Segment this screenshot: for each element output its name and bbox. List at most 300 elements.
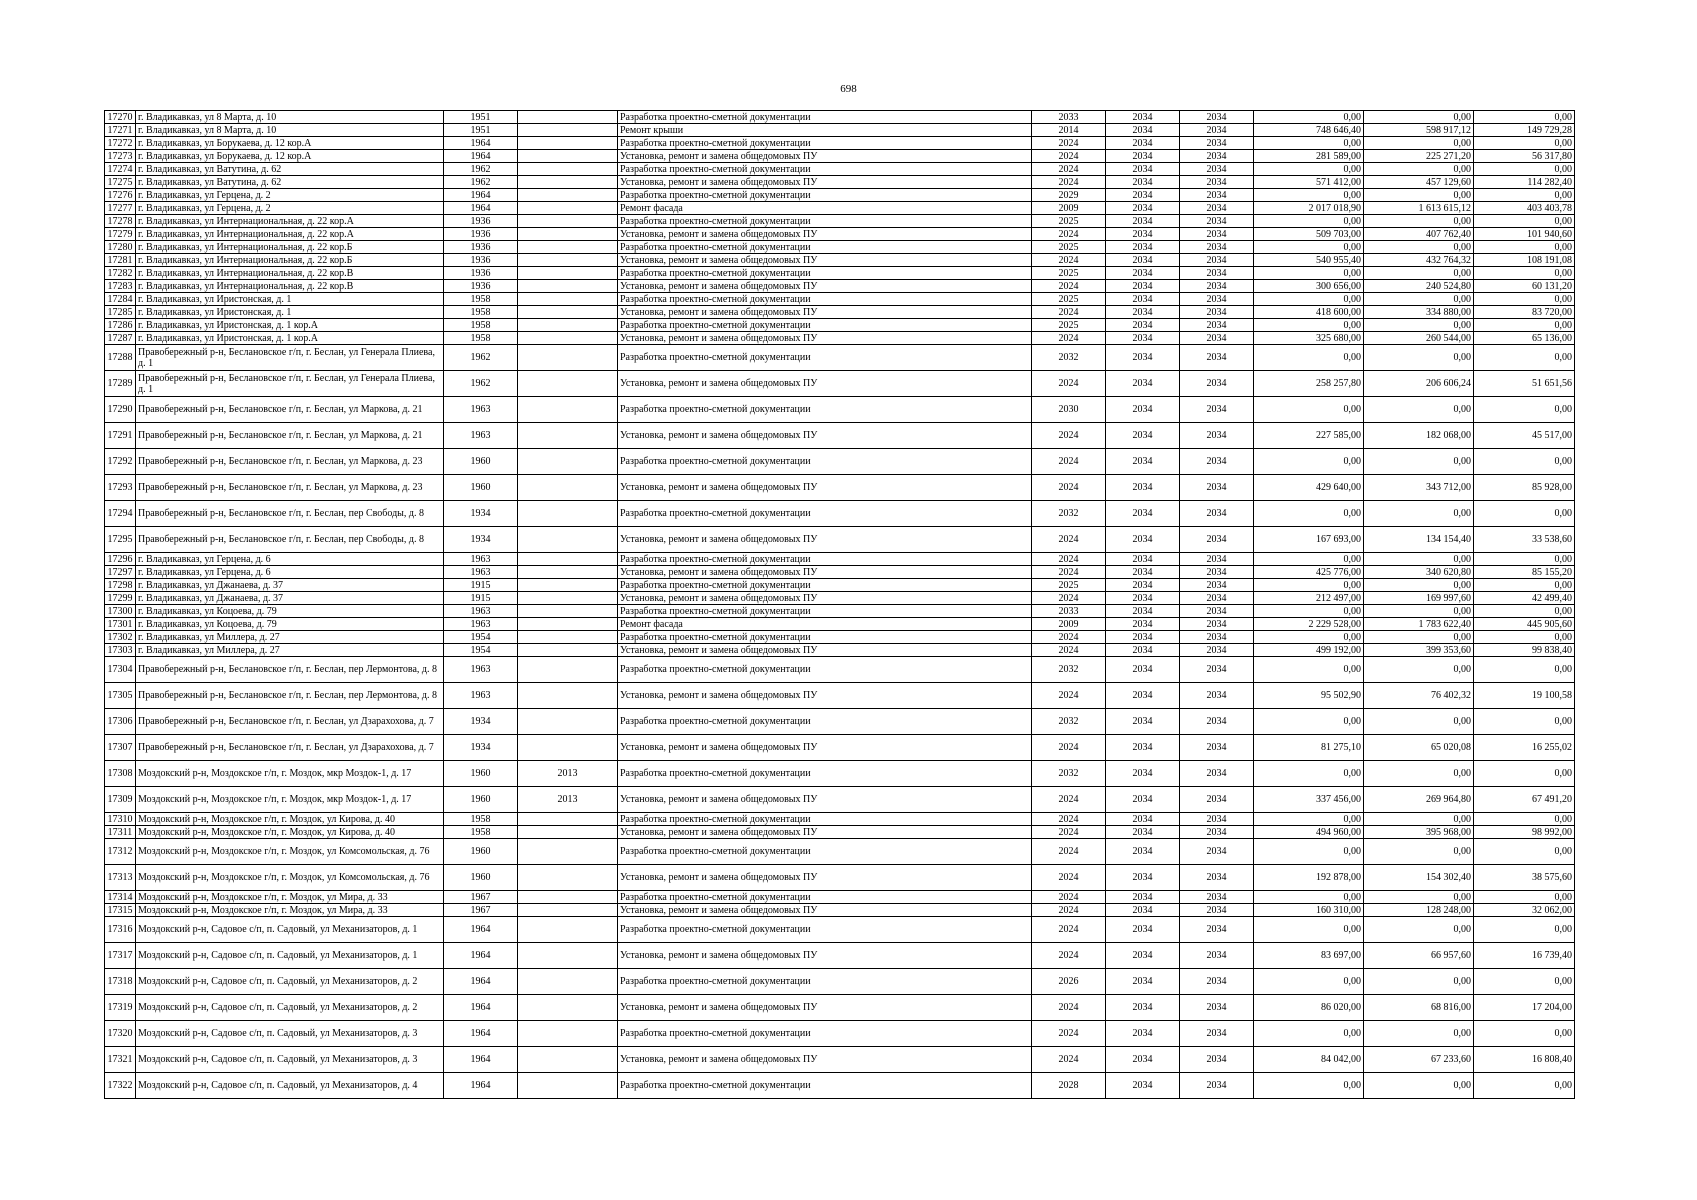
cell-row-number: 17299 (105, 592, 136, 605)
cell-work-type: Разработка проектно-сметной документации (618, 215, 1032, 228)
cell-reconstruction-year (518, 345, 618, 371)
cell-year-1: 2029 (1032, 189, 1106, 202)
cell-row-number: 17288 (105, 345, 136, 371)
cell-cost-part-2: 0,00 (1474, 579, 1575, 592)
cell-cost-part-1: 598 917,12 (1364, 124, 1474, 137)
cell-reconstruction-year (518, 683, 618, 709)
cell-build-year: 1963 (444, 605, 518, 618)
cell-year-3: 2034 (1180, 943, 1254, 969)
cell-row-number: 17282 (105, 267, 136, 280)
cell-build-year: 1967 (444, 891, 518, 904)
cell-address: г. Владикавказ, ул Миллера, д. 27 (136, 644, 444, 657)
cell-year-2: 2034 (1106, 865, 1180, 891)
cell-row-number: 17293 (105, 475, 136, 501)
cell-year-1: 2032 (1032, 761, 1106, 787)
table-row (105, 969, 1575, 995)
cell-year-1: 2032 (1032, 657, 1106, 683)
cell-cost-part-1: 260 544,00 (1364, 332, 1474, 345)
cell-work-type: Разработка проектно-сметной документации (618, 709, 1032, 735)
cell-total-cost: 0,00 (1254, 1021, 1364, 1047)
cell-work-type: Установка, ремонт и замена общедомовых ПУ (618, 995, 1032, 1021)
cell-cost-part-1: 0,00 (1364, 657, 1474, 683)
cell-build-year: 1963 (444, 423, 518, 449)
cell-cost-part-1: 343 712,00 (1364, 475, 1474, 501)
cell-year-3: 2034 (1180, 501, 1254, 527)
cell-cost-part-1: 0,00 (1364, 215, 1474, 228)
cell-cost-part-2: 42 499,40 (1474, 592, 1575, 605)
cell-year-1: 2024 (1032, 592, 1106, 605)
cell-row-number: 17272 (105, 137, 136, 150)
cell-reconstruction-year (518, 267, 618, 280)
cell-year-2: 2034 (1106, 891, 1180, 904)
cell-row-number: 17305 (105, 683, 136, 709)
table-row (105, 943, 1575, 969)
cell-cost-part-1: 0,00 (1364, 969, 1474, 995)
cell-reconstruction-year (518, 163, 618, 176)
cell-work-type: Установка, ремонт и замена общедомовых ПУ (618, 423, 1032, 449)
cell-year-3: 2034 (1180, 332, 1254, 345)
cell-address: г. Владикавказ, ул Джанаева, д. 37 (136, 579, 444, 592)
cell-cost-part-1: 134 154,40 (1364, 527, 1474, 553)
cell-cost-part-2: 83 720,00 (1474, 306, 1575, 319)
cell-address: Моздокский р-н, Садовое с/п, п. Садовый, ул Механизаторов, д. 4 (136, 1073, 444, 1099)
cell-work-type: Разработка проектно-сметной документации (618, 657, 1032, 683)
cell-year-3: 2034 (1180, 267, 1254, 280)
cell-year-1: 2024 (1032, 332, 1106, 345)
table-row (105, 839, 1575, 865)
cell-year-2: 2034 (1106, 605, 1180, 618)
cell-year-3: 2034 (1180, 124, 1254, 137)
cell-cost-part-2: 0,00 (1474, 345, 1575, 371)
cell-cost-part-1: 0,00 (1364, 189, 1474, 202)
cell-build-year: 1934 (444, 709, 518, 735)
cell-work-type: Установка, ремонт и замена общедомовых ПУ (618, 150, 1032, 163)
cell-year-3: 2034 (1180, 423, 1254, 449)
cell-work-type: Разработка проектно-сметной документации (618, 111, 1032, 124)
cell-row-number: 17301 (105, 618, 136, 631)
cell-year-2: 2034 (1106, 202, 1180, 215)
cell-year-3: 2034 (1180, 293, 1254, 306)
cell-cost-part-2: 0,00 (1474, 891, 1575, 904)
table-row (105, 163, 1575, 176)
cell-cost-part-2: 60 131,20 (1474, 280, 1575, 293)
cell-build-year: 1964 (444, 995, 518, 1021)
cell-address: Моздокский р-н, Садовое с/п, п. Садовый, ул Механизаторов, д. 1 (136, 943, 444, 969)
cell-work-type: Разработка проектно-сметной документации (618, 241, 1032, 254)
cell-row-number: 17308 (105, 761, 136, 787)
cell-year-1: 2024 (1032, 228, 1106, 241)
cell-address: г. Владикавказ, ул Интернациональная, д. 22 кор.А (136, 215, 444, 228)
cell-work-type: Установка, ремонт и замена общедомовых ПУ (618, 176, 1032, 189)
cell-total-cost: 418 600,00 (1254, 306, 1364, 319)
cell-address: Правобережный р-н, Беслановское г/п, г. Беслан, ул Маркова, д. 21 (136, 397, 444, 423)
cell-address: г. Владикавказ, ул Интернациональная, д. 22 кор.Б (136, 254, 444, 267)
cell-year-3: 2034 (1180, 579, 1254, 592)
cell-address: Моздокский р-н, Садовое с/п, п. Садовый, ул Механизаторов, д. 3 (136, 1047, 444, 1073)
cell-cost-part-1: 395 968,00 (1364, 826, 1474, 839)
cell-year-1: 2024 (1032, 865, 1106, 891)
cell-address: г. Владикавказ, ул Интернациональная, д. 22 кор.Б (136, 241, 444, 254)
cell-cost-part-2: 0,00 (1474, 241, 1575, 254)
cell-reconstruction-year (518, 332, 618, 345)
cell-row-number: 17304 (105, 657, 136, 683)
cell-year-2: 2034 (1106, 254, 1180, 267)
cell-build-year: 1934 (444, 527, 518, 553)
cell-row-number: 17316 (105, 917, 136, 943)
cell-work-type: Установка, ремонт и замена общедомовых ПУ (618, 735, 1032, 761)
cell-year-1: 2033 (1032, 605, 1106, 618)
cell-row-number: 17290 (105, 397, 136, 423)
cell-year-1: 2024 (1032, 917, 1106, 943)
cell-work-type: Разработка проектно-сметной документации (618, 345, 1032, 371)
cell-cost-part-2: 56 317,80 (1474, 150, 1575, 163)
cell-cost-part-1: 0,00 (1364, 709, 1474, 735)
cell-reconstruction-year (518, 826, 618, 839)
cell-year-1: 2024 (1032, 371, 1106, 397)
cell-row-number: 17313 (105, 865, 136, 891)
cell-year-3: 2034 (1180, 397, 1254, 423)
cell-build-year: 1964 (444, 917, 518, 943)
table-row (105, 553, 1575, 566)
cell-reconstruction-year (518, 319, 618, 332)
cell-row-number: 17287 (105, 332, 136, 345)
cell-address: г. Владикавказ, ул Джанаева, д. 37 (136, 592, 444, 605)
cell-cost-part-2: 16 808,40 (1474, 1047, 1575, 1073)
cell-address: г. Владикавказ, ул Иристонская, д. 1 кор.А (136, 319, 444, 332)
cell-cost-part-1: 0,00 (1364, 891, 1474, 904)
cell-cost-part-1: 0,00 (1364, 917, 1474, 943)
cell-cost-part-2: 16 255,02 (1474, 735, 1575, 761)
cell-total-cost: 95 502,90 (1254, 683, 1364, 709)
cell-build-year: 1964 (444, 1047, 518, 1073)
cell-cost-part-2: 101 940,60 (1474, 228, 1575, 241)
cell-work-type: Установка, ремонт и замена общедомовых ПУ (618, 254, 1032, 267)
cell-total-cost: 160 310,00 (1254, 904, 1364, 917)
cell-work-type: Разработка проектно-сметной документации (618, 839, 1032, 865)
cell-build-year: 1960 (444, 449, 518, 475)
cell-year-3: 2034 (1180, 995, 1254, 1021)
cell-year-2: 2034 (1106, 969, 1180, 995)
cell-cost-part-1: 0,00 (1364, 163, 1474, 176)
cell-build-year: 1964 (444, 943, 518, 969)
cell-cost-part-1: 340 620,80 (1364, 566, 1474, 579)
cell-address: Правобережный р-н, Беслановское г/п, г. Беслан, ул Дзарахохова, д. 7 (136, 709, 444, 735)
cell-year-3: 2034 (1180, 904, 1254, 917)
cell-cost-part-2: 0,00 (1474, 163, 1575, 176)
cell-total-cost: 227 585,00 (1254, 423, 1364, 449)
cell-reconstruction-year (518, 735, 618, 761)
cell-cost-part-1: 0,00 (1364, 605, 1474, 618)
cell-reconstruction-year (518, 397, 618, 423)
cell-reconstruction-year (518, 579, 618, 592)
cell-year-2: 2034 (1106, 839, 1180, 865)
cell-cost-part-2: 445 905,60 (1474, 618, 1575, 631)
cell-year-2: 2034 (1106, 826, 1180, 839)
table-row (105, 826, 1575, 839)
cell-total-cost: 2 017 018,90 (1254, 202, 1364, 215)
cell-cost-part-1: 407 762,40 (1364, 228, 1474, 241)
cell-row-number: 17277 (105, 202, 136, 215)
table-row (105, 111, 1575, 124)
cell-total-cost: 0,00 (1254, 1073, 1364, 1099)
table-row (105, 592, 1575, 605)
cell-reconstruction-year (518, 423, 618, 449)
cell-address: Правобережный р-н, Беслановское г/п, г. Беслан, ул Генерала Плиева, д. 1 (136, 371, 444, 397)
cell-year-3: 2034 (1180, 306, 1254, 319)
cell-year-1: 2024 (1032, 1021, 1106, 1047)
table-row (105, 579, 1575, 592)
cell-total-cost: 192 878,00 (1254, 865, 1364, 891)
cell-total-cost: 0,00 (1254, 657, 1364, 683)
cell-year-2: 2034 (1106, 319, 1180, 332)
cell-total-cost: 0,00 (1254, 969, 1364, 995)
table-row (105, 137, 1575, 150)
cell-total-cost: 0,00 (1254, 345, 1364, 371)
table-row (105, 228, 1575, 241)
cell-cost-part-1: 269 964,80 (1364, 787, 1474, 813)
registry-rows (105, 111, 1575, 1099)
cell-address: Моздокский р-н, Моздокское г/п, г. Моздок, мкр Моздок-1, д. 17 (136, 761, 444, 787)
cell-reconstruction-year (518, 618, 618, 631)
cell-work-type: Разработка проектно-сметной документации (618, 163, 1032, 176)
cell-address: г. Владикавказ, ул 8 Марта, д. 10 (136, 124, 444, 137)
table-row (105, 202, 1575, 215)
cell-total-cost: 0,00 (1254, 891, 1364, 904)
cell-cost-part-1: 0,00 (1364, 579, 1474, 592)
cell-year-2: 2034 (1106, 137, 1180, 150)
table-row (105, 280, 1575, 293)
cell-cost-part-2: 0,00 (1474, 605, 1575, 618)
cell-cost-part-2: 0,00 (1474, 189, 1575, 202)
cell-work-type: Установка, ремонт и замена общедомовых ПУ (618, 865, 1032, 891)
cell-year-3: 2034 (1180, 618, 1254, 631)
cell-year-2: 2034 (1106, 111, 1180, 124)
cell-reconstruction-year (518, 891, 618, 904)
cell-row-number: 17270 (105, 111, 136, 124)
cell-row-number: 17315 (105, 904, 136, 917)
cell-reconstruction-year (518, 1073, 618, 1099)
cell-cost-part-2: 0,00 (1474, 501, 1575, 527)
cell-cost-part-1: 169 997,60 (1364, 592, 1474, 605)
cell-year-1: 2028 (1032, 1073, 1106, 1099)
cell-build-year: 1951 (444, 124, 518, 137)
cell-year-1: 2025 (1032, 215, 1106, 228)
cell-work-type: Разработка проектно-сметной документации (618, 605, 1032, 618)
cell-year-3: 2034 (1180, 787, 1254, 813)
cell-build-year: 1915 (444, 579, 518, 592)
cell-cost-part-1: 0,00 (1364, 345, 1474, 371)
cell-reconstruction-year (518, 592, 618, 605)
cell-reconstruction-year (518, 215, 618, 228)
cell-build-year: 1936 (444, 267, 518, 280)
cell-address: Моздокский р-н, Садовое с/п, п. Садовый, ул Механизаторов, д. 1 (136, 917, 444, 943)
cell-row-number: 17298 (105, 579, 136, 592)
cell-year-3: 2034 (1180, 605, 1254, 618)
cell-work-type: Ремонт фасада (618, 202, 1032, 215)
cell-cost-part-2: 0,00 (1474, 657, 1575, 683)
cell-work-type: Разработка проектно-сметной документации (618, 761, 1032, 787)
cell-build-year: 1958 (444, 332, 518, 345)
cell-address: г. Владикавказ, ул Иристонская, д. 1 (136, 293, 444, 306)
cell-cost-part-1: 76 402,32 (1364, 683, 1474, 709)
cell-reconstruction-year (518, 631, 618, 644)
cell-reconstruction-year (518, 449, 618, 475)
cell-row-number: 17310 (105, 813, 136, 826)
cell-row-number: 17300 (105, 605, 136, 618)
cell-address: г. Владикавказ, ул Интернациональная, д. 22 кор.В (136, 280, 444, 293)
cell-year-2: 2034 (1106, 566, 1180, 579)
cell-year-3: 2034 (1180, 644, 1254, 657)
cell-year-2: 2034 (1106, 904, 1180, 917)
table-row (105, 618, 1575, 631)
cell-total-cost: 0,00 (1254, 267, 1364, 280)
cell-address: Правобережный р-н, Беслановское г/п, г. Беслан, ул Маркова, д. 23 (136, 475, 444, 501)
cell-build-year: 1963 (444, 618, 518, 631)
cell-work-type: Установка, ремонт и замена общедомовых ПУ (618, 943, 1032, 969)
cell-total-cost: 2 229 528,00 (1254, 618, 1364, 631)
cell-row-number: 17278 (105, 215, 136, 228)
cell-address: Моздокский р-н, Садовое с/п, п. Садовый, ул Механизаторов, д. 2 (136, 995, 444, 1021)
cell-work-type: Разработка проектно-сметной документации (618, 969, 1032, 995)
cell-year-1: 2024 (1032, 423, 1106, 449)
cell-cost-part-2: 99 838,40 (1474, 644, 1575, 657)
cell-year-3: 2034 (1180, 917, 1254, 943)
cell-reconstruction-year (518, 1021, 618, 1047)
cell-reconstruction-year (518, 709, 618, 735)
cell-year-2: 2034 (1106, 618, 1180, 631)
cell-row-number: 17275 (105, 176, 136, 189)
cell-row-number: 17271 (105, 124, 136, 137)
cell-work-type: Разработка проектно-сметной документации (618, 267, 1032, 280)
cell-cost-part-1: 1 783 622,40 (1364, 618, 1474, 631)
cell-cost-part-1: 0,00 (1364, 449, 1474, 475)
cell-work-type: Разработка проектно-сметной документации (618, 137, 1032, 150)
cell-total-cost: 0,00 (1254, 761, 1364, 787)
table-row (105, 644, 1575, 657)
cell-cost-part-1: 0,00 (1364, 267, 1474, 280)
cell-row-number: 17273 (105, 150, 136, 163)
cell-address: Правобережный р-н, Беслановское г/п, г. Беслан, ул Генерала Плиева, д. 1 (136, 345, 444, 371)
cell-address: Правобережный р-н, Беслановское г/п, г. Беслан, пер Лермонтова, д. 8 (136, 683, 444, 709)
table-row (105, 332, 1575, 345)
cell-total-cost: 571 412,00 (1254, 176, 1364, 189)
cell-total-cost: 499 192,00 (1254, 644, 1364, 657)
cell-address: Моздокский р-н, Моздокское г/п, г. Моздок, ул Кирова, д. 40 (136, 826, 444, 839)
table-row (105, 449, 1575, 475)
cell-year-1: 2024 (1032, 839, 1106, 865)
cell-build-year: 1936 (444, 215, 518, 228)
table-row (105, 397, 1575, 423)
cell-build-year: 1960 (444, 865, 518, 891)
table-row (105, 865, 1575, 891)
cell-cost-part-2: 65 136,00 (1474, 332, 1575, 345)
cell-address: г. Владикавказ, ул Миллера, д. 27 (136, 631, 444, 644)
cell-cost-part-2: 0,00 (1474, 449, 1575, 475)
cell-year-1: 2024 (1032, 150, 1106, 163)
cell-work-type: Разработка проектно-сметной документации (618, 449, 1032, 475)
cell-work-type: Разработка проектно-сметной документации (618, 189, 1032, 202)
cell-reconstruction-year (518, 475, 618, 501)
cell-row-number: 17292 (105, 449, 136, 475)
cell-cost-part-2: 98 992,00 (1474, 826, 1575, 839)
cell-build-year: 1954 (444, 644, 518, 657)
cell-cost-part-1: 1 613 615,12 (1364, 202, 1474, 215)
cell-year-1: 2025 (1032, 319, 1106, 332)
cell-total-cost: 0,00 (1254, 189, 1364, 202)
cell-cost-part-2: 0,00 (1474, 137, 1575, 150)
cell-build-year: 1958 (444, 319, 518, 332)
cell-year-2: 2034 (1106, 1047, 1180, 1073)
cell-address: г. Владикавказ, ул Коцоева, д. 79 (136, 618, 444, 631)
cell-build-year: 1958 (444, 293, 518, 306)
cell-build-year: 1936 (444, 254, 518, 267)
cell-reconstruction-year (518, 644, 618, 657)
table-row (105, 657, 1575, 683)
cell-cost-part-1: 240 524,80 (1364, 280, 1474, 293)
cell-cost-part-2: 0,00 (1474, 709, 1575, 735)
cell-address: Моздокский р-н, Моздокское г/п, г. Моздок, ул Комсомольская, д. 76 (136, 865, 444, 891)
table-row (105, 631, 1575, 644)
cell-total-cost: 337 456,00 (1254, 787, 1364, 813)
cell-total-cost: 167 693,00 (1254, 527, 1364, 553)
cell-row-number: 17302 (105, 631, 136, 644)
cell-row-number: 17307 (105, 735, 136, 761)
cell-year-1: 2026 (1032, 969, 1106, 995)
table-row (105, 306, 1575, 319)
table-row (105, 475, 1575, 501)
cell-year-3: 2034 (1180, 826, 1254, 839)
cell-work-type: Установка, ремонт и замена общедомовых ПУ (618, 228, 1032, 241)
cell-cost-part-2: 32 062,00 (1474, 904, 1575, 917)
cell-row-number: 17291 (105, 423, 136, 449)
cell-cost-part-1: 0,00 (1364, 111, 1474, 124)
cell-address: Моздокский р-н, Моздокское г/п, г. Моздок, мкр Моздок-1, д. 17 (136, 787, 444, 813)
cell-row-number: 17286 (105, 319, 136, 332)
cell-year-3: 2034 (1180, 228, 1254, 241)
cell-work-type: Разработка проектно-сметной документации (618, 1073, 1032, 1099)
cell-row-number: 17297 (105, 566, 136, 579)
cell-reconstruction-year (518, 111, 618, 124)
cell-row-number: 17303 (105, 644, 136, 657)
cell-reconstruction-year (518, 371, 618, 397)
cell-year-1: 2025 (1032, 293, 1106, 306)
cell-reconstruction-year (518, 839, 618, 865)
cell-cost-part-2: 85 155,20 (1474, 566, 1575, 579)
cell-address: Моздокский р-н, Моздокское г/п, г. Моздок, ул Мира, д. 33 (136, 891, 444, 904)
table-row (105, 891, 1575, 904)
table-row (105, 501, 1575, 527)
cell-cost-part-2: 149 729,28 (1474, 124, 1575, 137)
cell-address: г. Владикавказ, ул Борукаева, д. 12 кор.А (136, 150, 444, 163)
cell-row-number: 17274 (105, 163, 136, 176)
cell-build-year: 1962 (444, 176, 518, 189)
cell-cost-part-1: 0,00 (1364, 631, 1474, 644)
cell-build-year: 1936 (444, 228, 518, 241)
cell-year-3: 2034 (1180, 839, 1254, 865)
cell-year-2: 2034 (1106, 761, 1180, 787)
cell-cost-part-2: 108 191,08 (1474, 254, 1575, 267)
cell-total-cost: 0,00 (1254, 839, 1364, 865)
cell-year-3: 2034 (1180, 202, 1254, 215)
cell-address: г. Владикавказ, ул Герцена, д. 6 (136, 566, 444, 579)
cell-year-2: 2034 (1106, 371, 1180, 397)
table-row (105, 761, 1575, 787)
cell-cost-part-2: 67 491,20 (1474, 787, 1575, 813)
cell-reconstruction-year (518, 527, 618, 553)
cell-cost-part-1: 0,00 (1364, 553, 1474, 566)
cell-build-year: 1960 (444, 761, 518, 787)
cell-cost-part-2: 0,00 (1474, 1073, 1575, 1099)
